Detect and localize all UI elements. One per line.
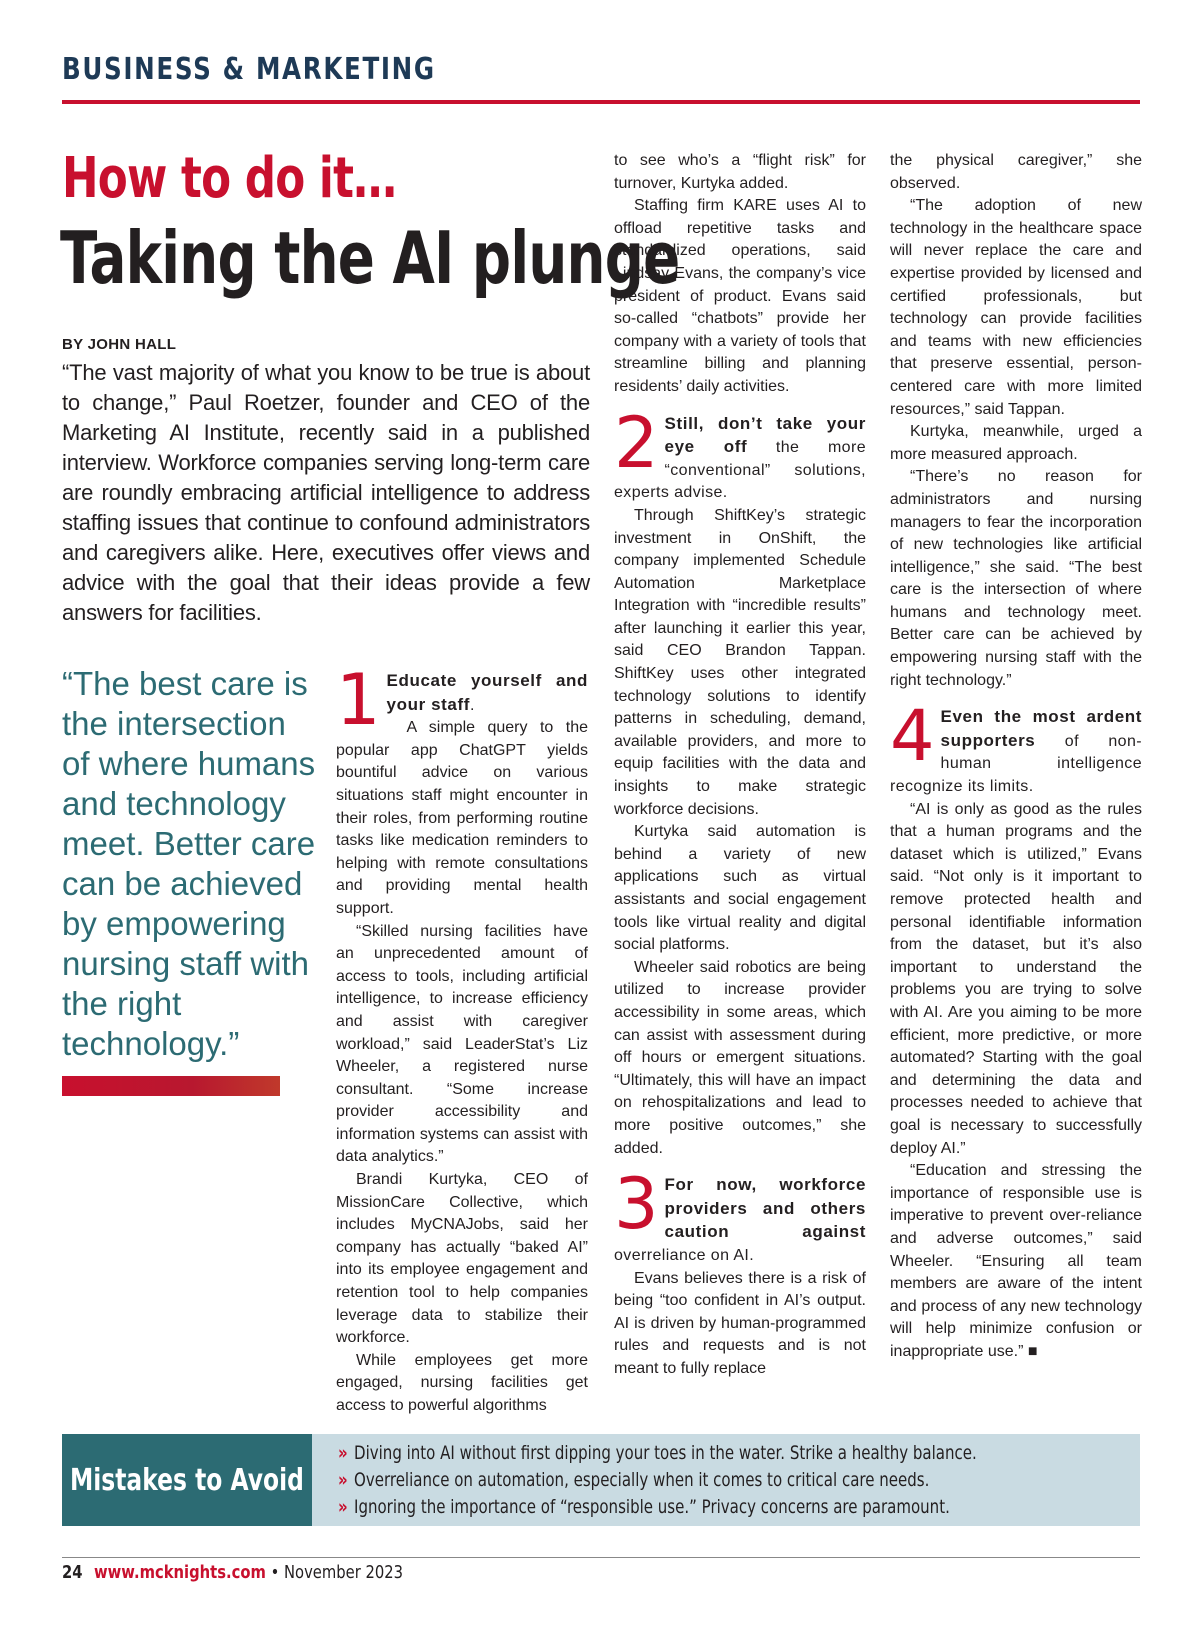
step-3 — [614, 1163, 866, 1267]
paragraph: “The adoption of new technology in the healthcare space will never replace the care and expertise provided by licensed and certified professionals, but technology can provide facilities and teams with new efficiencies that preserve essential, person-centered care with more limited resources,” said Tappan. — [890, 197, 1142, 418]
step-text: overreliance on AI. — [614, 1246, 755, 1264]
footer-rule — [62, 1557, 1140, 1558]
body-column-2 — [614, 150, 866, 1380]
step-2 — [614, 401, 866, 505]
page-number: 24 — [62, 1562, 83, 1583]
list-item-text: Overreliance on automation, especially when it comes to critical care needs. — [354, 1469, 930, 1491]
step-heading: Educate yourself and your staff — [386, 671, 588, 714]
paragraph: Kurtyka, meanwhile, urged a more measured approach. — [890, 423, 1142, 463]
paragraph: Brandi Kurtyka, CEO of MissionCare Collective, which includes MyCNAJobs, said her company has actually “baked AI” into its employee engagement and retention tool to help companies leverage data to stabilize their workforce. — [336, 1171, 588, 1347]
step-number: 4 — [890, 695, 935, 778]
footer-url: www.mcknights.com — [94, 1562, 266, 1583]
list-item — [338, 1467, 962, 1494]
paragraph: “Education and stressing the importance of responsible use is imperative to prevent over-reliance and adverse outcomes,” said Wheeler. “Ensuring all team members are aware of the intent and process of any new technology will help minimize confusion or inappropriate use.” ■ — [890, 1162, 1142, 1360]
list-item — [338, 1440, 977, 1467]
step-text: . — [470, 696, 475, 714]
list-item-text: Ignoring the importance of “responsible use.” Privacy concerns are paramount. — [354, 1496, 950, 1518]
step-text: the more “conventional” solutions, experts advise. — [614, 439, 866, 502]
paragraph: Wheeler said robotics are being utilized to increase provider accessibility in some areas, which can assist with assessment during off hours or emergent situations. “Ultimately, this will have an impact on rehospitalizations and lead to more positive outcomes,” she added. — [614, 958, 866, 1157]
step-heading: Still, don’t take your eye off — [664, 413, 866, 457]
mistakes-title-text: Mistakes to Avoid — [70, 1462, 304, 1498]
paragraph: “There’s no reason for administrators and nursing managers to fear the incorporation of new technologies like artificial intelligence,” she said. “The best care is the intersection of where humans and technology meet. Better care can be achieved by empowering nursing staff with the right technology.” — [890, 468, 1142, 689]
step-heading: For now, workforce providers and others caution against — [664, 1175, 866, 1242]
page-footer — [62, 1562, 403, 1583]
step-4 — [890, 695, 1142, 798]
article-lede: “The vast majority of what you know to be true is about to change,” Paul Roetzer, founder and CEO of the Marketing AI Institute, recently said in a published interview. Workforce companies serving long-term care are roundly embracing artificial intelligence to address staffing issues that continue to confound administrators and caregivers alike. Here, executives offer views and advice with the goal that their ideas provide a few answers for facilities. — [62, 360, 590, 625]
mistakes-box — [62, 1434, 1140, 1526]
step-heading: Even the most ardent supporters — [940, 707, 1142, 750]
body-column-1 — [336, 659, 588, 1418]
mistakes-list — [338, 1440, 1128, 1521]
paragraph: “Skilled nursing facilities have an unprecedented amount of access to tools, including artificial intelligence, to increase efficiency and assist with caregiver workload,” said LeaderStat’s Liz Wheeler, a registered nurse consultant. “Some increase provider accessibility and information systems can assist with data analytics.” — [336, 922, 588, 1166]
pull-quote-bar — [62, 1076, 280, 1096]
chevron-bullet-icon: » — [338, 1496, 348, 1518]
footer-date: November 2023 — [284, 1562, 404, 1583]
step-text: of non-human intelligence recognize its limits. — [890, 732, 1142, 796]
body-column-3 — [890, 150, 1142, 1363]
step-number: 3 — [614, 1163, 659, 1246]
paragraph: A simple query to the popular app ChatGPT yields bountiful advice on various situations staff might encounter in their roles, from performing routine tasks like medication reminders to helping with remote consultations and providing mental health support. — [336, 719, 588, 917]
paragraph: Evans believes there is a risk of being “too confident in AI’s output. AI is driven by human-programmed rules and requests and is not meant to fully replace — [614, 1269, 866, 1377]
paragraph: to see who’s a “flight risk” for turnover, Kurtyka added. — [614, 152, 866, 192]
paragraph: Staffing firm KARE uses AI to offload repetitive tasks and standardized operations, said Lindsay Evans, the company’s vice president of product. Evans said so-called “chatbots” provide her company with a variety of tools that streamline billing and planning residents’ daily activities. — [614, 197, 866, 395]
byline: BY JOHN HALL — [62, 336, 177, 353]
paragraph: While employees get more engaged, nursing facilities get access to powerful algorithms — [336, 1351, 588, 1414]
paragraph: Kurtyka said automation is behind a variety of new applications such as virtual assistants and social engagement tools like virtual reality and digital social platforms. — [614, 823, 866, 954]
paragraph: “AI is only as good as the rules that a human programs and the dataset which is utilized,” Evans said. “Not only is it important to remove protected health and personal identifiable information from the dataset, but it’s also important to understand the problems you are trying to solve with AI. Are you aiming to be more efficient, more predictive, or more automated? Starting with the goal and determining the data and processes needed to achieve that goal is necessary to successfully deploy AI.” — [890, 800, 1142, 1157]
pull-quote: “The best care is the intersection of where humans and technology meet. Better care can be achieved by empowering nursing staff with the right technology.” — [62, 665, 316, 1062]
list-item — [338, 1494, 962, 1521]
article-kicker: How to do it… — [62, 146, 397, 211]
chevron-bullet-icon: » — [338, 1442, 348, 1464]
article-headline: Taking the AI plunge — [60, 216, 680, 300]
paragraph: Through ShiftKey’s strategic investment in OnShift, the company implemented Schedule Automation Marketplace Integration with “incredible results” after launching it earlier this year, said CEO Brandon Tappan. ShiftKey uses other integrated technology solutions to identify patterns in scheduling, demand, available providers, and more to equip facilities with the data and insights to make strategic workforce decisions. — [614, 506, 866, 818]
step-number: 1 — [336, 659, 381, 741]
mistakes-title — [62, 1434, 312, 1526]
chevron-bullet-icon: » — [338, 1469, 348, 1491]
section-rule — [62, 100, 1140, 104]
footer-separator: • — [265, 1562, 285, 1583]
paragraph: the physical caregiver,” she observed. — [890, 152, 1142, 192]
list-item-text: Diving into AI without first dipping your toes in the water. Strike a healthy balance. — [354, 1442, 977, 1464]
section-label: BUSINESS & MARKETING — [62, 52, 436, 87]
step-number: 2 — [614, 401, 659, 484]
step-1 — [336, 659, 588, 741]
